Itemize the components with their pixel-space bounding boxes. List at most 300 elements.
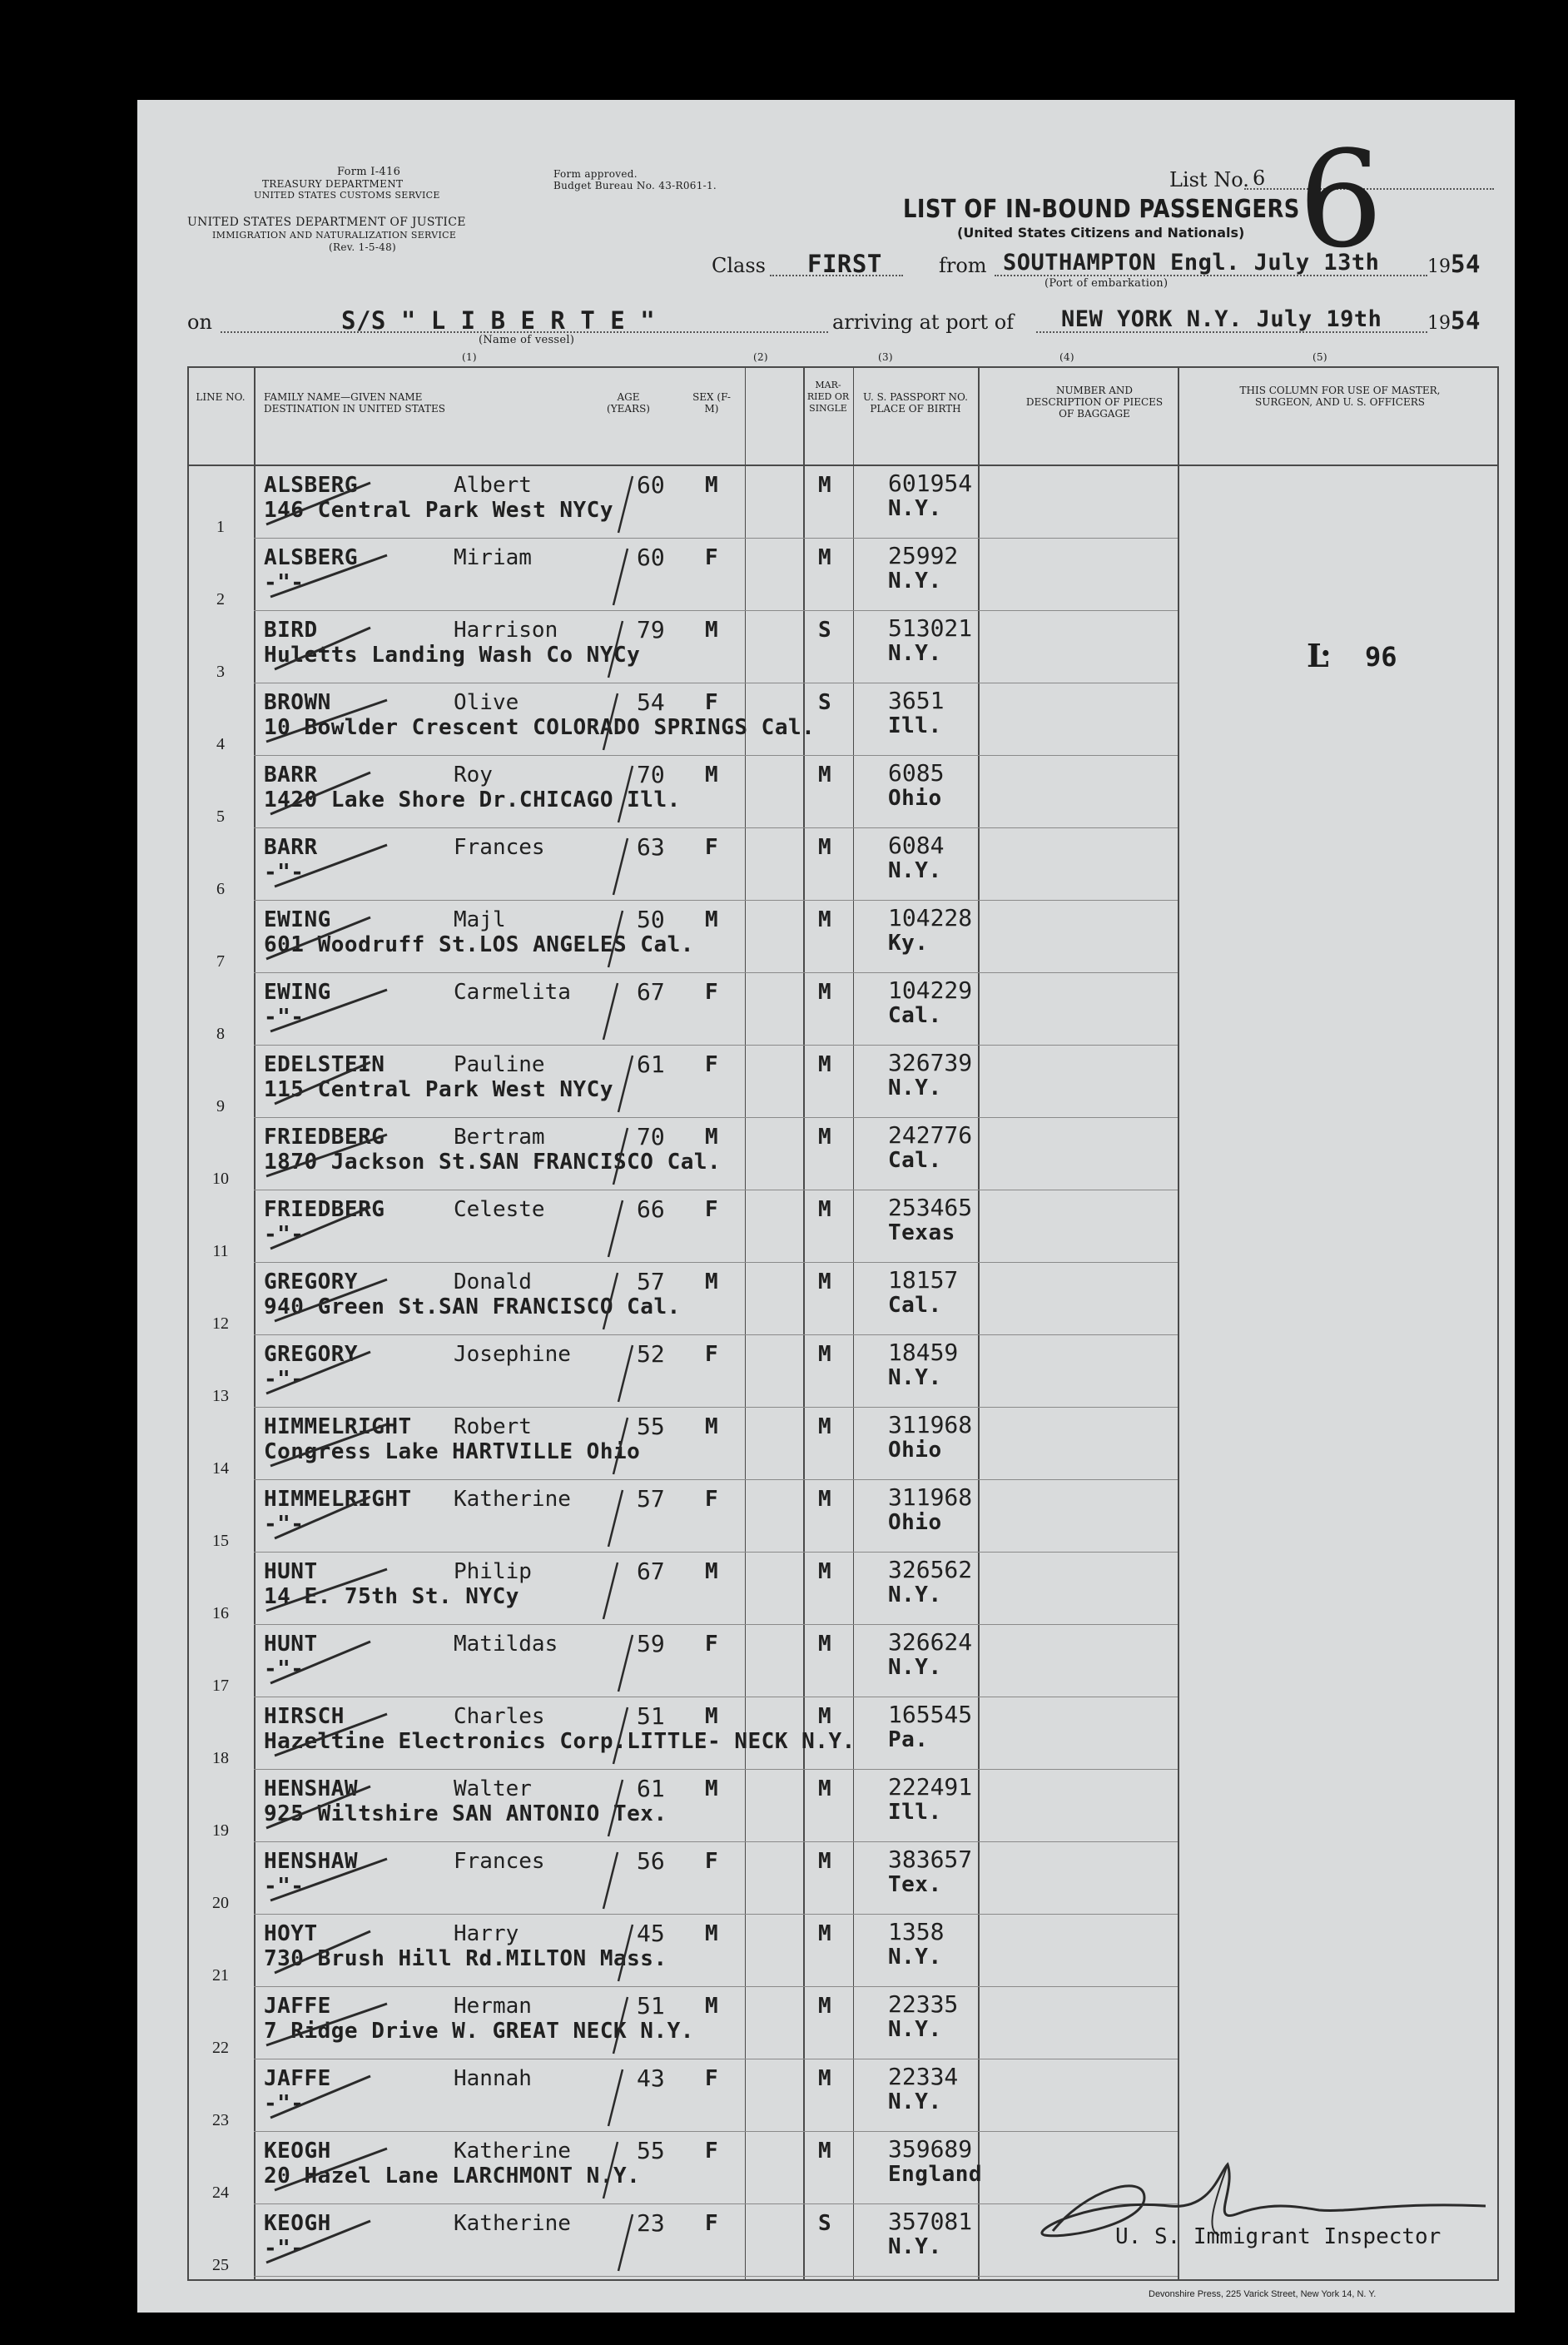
table-row [187, 1118, 1498, 1190]
passport-number: 222491 [888, 1773, 973, 1801]
age: 55 [637, 2137, 665, 2164]
line-number: 21 [212, 1966, 229, 1985]
arrival-year: 54 [1451, 306, 1481, 335]
passport-number: 6084 [888, 832, 945, 859]
family-name: GREGORY [264, 1269, 359, 1294]
marital-status: M [818, 1994, 832, 2019]
marital-status: M [818, 1632, 832, 1657]
line-number: 1 [216, 518, 225, 536]
birth-place: Ill. [888, 713, 942, 738]
marital-status: M [818, 1487, 832, 1512]
table-row [187, 466, 1498, 539]
sex: F [705, 1849, 719, 1874]
sex: F [705, 2066, 719, 2091]
family-name: GREGORY [264, 1342, 359, 1367]
line-number: 12 [212, 1314, 229, 1333]
given-name: Harry [454, 1921, 519, 1946]
birth-place: Texas [888, 1220, 955, 1245]
given-name: Olive [454, 690, 519, 715]
line-number: 8 [216, 1025, 225, 1043]
family-name: KEOGH [264, 2139, 331, 2164]
printer-imprint: Devonshire Press, 225 Varick Street, New York 14, N. Y. [1149, 2289, 1377, 2299]
budget-bureau: Budget Bureau No. 43-R061-1. [553, 180, 717, 191]
marital-status: M [818, 2066, 832, 2091]
age: 63 [637, 833, 665, 861]
given-name: Pauline [454, 1052, 545, 1077]
line-number: 3 [216, 663, 225, 681]
treasury-dept: TREASURY DEPARTMENT [262, 178, 404, 190]
col-ref-2: (2) [753, 351, 768, 363]
table-row [187, 1625, 1498, 1697]
header-officers: THIS COLUMN FOR USE OF MASTER, SURGEON, AND U. S. OFFICERS [1239, 385, 1441, 408]
given-name: Robert [454, 1414, 532, 1439]
sex: F [705, 1052, 719, 1077]
marital-status: S [818, 690, 832, 715]
line-number: 5 [216, 807, 225, 826]
family-name: BROWN [264, 690, 331, 715]
given-name: Katherine [454, 1487, 571, 1512]
sex: F [705, 1632, 719, 1657]
age: 60 [637, 544, 665, 571]
line-number: 16 [212, 1604, 229, 1622]
marital-status: M [818, 835, 832, 860]
line-number: 7 [216, 952, 225, 971]
age: 59 [637, 1630, 665, 1657]
birth-place: Ohio [888, 786, 942, 811]
destination: Huletts Landing Wash Co NYCy [264, 643, 641, 668]
marital-status: M [818, 1921, 832, 1946]
line-number: 14 [212, 1459, 229, 1478]
sex: M [705, 1994, 719, 2019]
family-name: HENSHAW [264, 1849, 359, 1874]
marital-status: M [818, 1125, 832, 1150]
age: 51 [637, 1702, 665, 1730]
marital-status: M [818, 1849, 832, 1874]
given-name: Hannah [454, 2066, 532, 2091]
passport-number: 326562 [888, 1556, 973, 1583]
arrival-value: NEW YORK N.Y. July 19th [1061, 306, 1382, 332]
header-passport: U. S. PASSPORT NO. PLACE OF BIRTH [863, 391, 968, 415]
given-name: Bertram [454, 1125, 545, 1150]
sex: M [705, 1125, 719, 1150]
given-name: Philip [454, 1559, 532, 1584]
table-row [187, 2059, 1498, 2132]
family-name: BARR [264, 835, 318, 860]
sex: M [705, 1921, 719, 1946]
family-name: JAFFE [264, 1994, 331, 2019]
given-name: Harrison [454, 618, 558, 643]
table-row [187, 1770, 1498, 1842]
birth-place: Cal. [888, 1293, 942, 1318]
vessel-caption: (Name of vessel) [479, 334, 575, 346]
age: 79 [637, 616, 665, 643]
table-row [187, 683, 1498, 756]
destination: 925 Wiltshire SAN ANTONIO Tex. [264, 1801, 667, 1826]
table-row [187, 973, 1498, 1046]
passport-number: 242776 [888, 1121, 973, 1149]
destination: 115 Central Park West NYCy [264, 1077, 613, 1102]
age: 67 [637, 978, 665, 1006]
passport-number: 25992 [888, 542, 959, 569]
sex: M [705, 763, 719, 787]
ins-service: IMMIGRATION AND NATURALIZATION SERVICE [212, 230, 457, 241]
list-number-handwritten: 6 [1298, 122, 1383, 277]
sex: F [705, 2139, 719, 2164]
punch-hole [87, 121, 131, 164]
birth-place: England [888, 2162, 983, 2187]
table-row [187, 1842, 1498, 1915]
form-number: Form I-416 [337, 166, 401, 178]
embarkation-caption: (Port of embarkation) [1045, 277, 1169, 290]
family-name: HENSHAW [264, 1776, 359, 1801]
sex: F [705, 690, 719, 715]
passenger-table [187, 366, 1498, 2281]
destination: 601 Woodruff St.LOS ANGELES Cal. [264, 932, 694, 957]
line-number: 2 [216, 590, 225, 609]
line-number: 20 [212, 1894, 229, 1912]
family-name: EWING [264, 980, 331, 1005]
given-name: Roy [454, 763, 493, 787]
destination: 10 Bowlder Crescent COLORADO SPRINGS Cal. [264, 715, 816, 740]
sex: M [705, 473, 719, 498]
line-number: 23 [212, 2111, 229, 2129]
given-name: Matildas [454, 1632, 558, 1657]
birth-place: N.Y. [888, 2017, 942, 2042]
family-name: HIMMELRIGHT [264, 1414, 412, 1439]
line-number: 22 [212, 2039, 229, 2057]
passport-number: 104228 [888, 904, 973, 932]
age: 67 [637, 1558, 665, 1585]
given-name: Miriam [454, 545, 532, 570]
marital-status: M [818, 1197, 832, 1222]
arriving-label: arriving at port of [832, 311, 1015, 334]
family-name: KEOGH [264, 2211, 331, 2236]
given-name: Carmelita [454, 980, 571, 1005]
birth-place: Cal. [888, 1003, 942, 1028]
header-sex: SEX (F-M) [692, 391, 731, 415]
line-number: 11 [212, 1242, 229, 1260]
marital-status: M [818, 907, 832, 932]
age: 45 [637, 1920, 665, 1947]
family-name: HOYT [264, 1921, 318, 1946]
sex: M [705, 1269, 719, 1294]
sex: M [705, 907, 719, 932]
birth-place: N.Y. [888, 641, 942, 666]
birth-place: Ill. [888, 1800, 942, 1825]
table-row [187, 1915, 1498, 1987]
sex: F [705, 980, 719, 1005]
age: 57 [637, 1268, 665, 1295]
given-name: Celeste [454, 1197, 545, 1222]
destination: -"- [264, 570, 305, 595]
marital-status: M [818, 763, 832, 787]
table-row [187, 828, 1498, 901]
passport-number: 383657 [888, 1846, 973, 1873]
line-number: 10 [212, 1170, 229, 1188]
manifest-sheet [137, 100, 1515, 2313]
destination: -"- [264, 1005, 305, 1030]
birth-place: N.Y. [888, 1076, 942, 1100]
marital-status: M [818, 1342, 832, 1367]
birth-place: N.Y. [888, 1945, 942, 1970]
line-number: 17 [212, 1677, 229, 1695]
marital-status: M [818, 1704, 832, 1729]
passport-number: 311968 [888, 1411, 973, 1438]
birth-place: N.Y. [888, 569, 942, 594]
sex: M [705, 1559, 719, 1584]
destination: -"- [264, 1222, 305, 1247]
age: 43 [637, 2064, 665, 2092]
line-number: 24 [212, 2184, 229, 2202]
passport-number: 1358 [888, 1918, 945, 1945]
passport-number: 104229 [888, 976, 973, 1004]
line-number: 9 [216, 1097, 225, 1115]
family-name: FRIEDBERG [264, 1197, 385, 1222]
sex: M [705, 1776, 719, 1801]
officer-mark: 96 [1365, 641, 1397, 673]
passport-number: 22335 [888, 1990, 959, 2018]
sex: F [705, 1342, 719, 1367]
line-number: 19 [212, 1821, 229, 1840]
marital-status: M [818, 545, 832, 570]
embarkation-year: 54 [1451, 250, 1481, 278]
family-name: JAFFE [264, 2066, 331, 2091]
birth-place: Ky. [888, 931, 929, 956]
line-number: 4 [216, 735, 225, 753]
col-ref-3: (3) [878, 351, 893, 363]
destination: Congress Lake HARTVILLE Ohio [264, 1439, 641, 1464]
marital-status: M [818, 1052, 832, 1077]
passport-number: 326739 [888, 1049, 973, 1076]
given-name: Josephine [454, 1342, 571, 1367]
passport-number: 253465 [888, 1194, 973, 1221]
table-row [187, 1335, 1498, 1408]
destination: -"- [264, 1657, 305, 1682]
list-label: List No. [1169, 168, 1249, 191]
given-name: Walter [454, 1776, 532, 1801]
age: 66 [637, 1195, 665, 1223]
destination: 14 E. 75th St. NYCy [264, 1584, 519, 1609]
punch-hole [87, 2198, 131, 2241]
page-subtitle: (United States Citizens and Nationals) [957, 225, 1245, 241]
table-row [187, 1697, 1498, 1770]
age: 70 [637, 1123, 665, 1150]
passport-number: 513021 [888, 614, 973, 642]
sex: F [705, 545, 719, 570]
marital-status: M [818, 2139, 832, 2164]
header-line-no: LINE NO. [196, 391, 246, 403]
line-number: 15 [212, 1532, 229, 1550]
birth-place: N.Y. [888, 2089, 942, 2114]
header-married: MAR-RIED OR SINGLE [806, 380, 850, 414]
destination: 7 Ridge Drive W. GREAT NECK N.Y. [264, 2019, 694, 2044]
given-name: Katherine [454, 2211, 571, 2236]
passport-number: 18157 [888, 1266, 959, 1294]
destination: -"- [264, 1874, 305, 1899]
embarkation-value: SOUTHAMPTON Engl. July 13th [1003, 250, 1380, 276]
age: 54 [637, 688, 665, 716]
given-name: Charles [454, 1704, 545, 1729]
line-number: 25 [212, 2256, 229, 2274]
col-ref-4: (4) [1059, 351, 1074, 363]
on-label: on [187, 311, 212, 334]
col-ref-1: (1) [462, 351, 477, 363]
family-name: HUNT [264, 1559, 318, 1584]
given-name: Herman [454, 1994, 532, 2019]
marital-status: M [818, 1414, 832, 1439]
given-name: Katherine [454, 2139, 571, 2164]
class-value: FIRST [807, 250, 882, 278]
punch-hole [87, 2069, 131, 2112]
form-approved: Form approved. [553, 168, 638, 180]
destination: 1420 Lake Shore Dr.CHICAGO Ill. [264, 787, 681, 812]
family-name: FRIEDBERG [264, 1125, 385, 1150]
sex: M [705, 618, 719, 643]
passport-number: 3651 [888, 687, 945, 714]
marital-status: M [818, 473, 832, 498]
family-name: EWING [264, 907, 331, 932]
justice-dept: UNITED STATES DEPARTMENT OF JUSTICE [187, 216, 466, 229]
birth-place: N.Y. [888, 1365, 942, 1390]
age: 50 [637, 906, 665, 933]
destination: -"- [264, 2091, 305, 2116]
birth-place: Cal. [888, 1148, 942, 1173]
table-row [187, 756, 1498, 828]
vessel-name: S/S " L I B E R T E " [341, 306, 656, 335]
marital-status: S [818, 618, 832, 643]
marital-status: M [818, 980, 832, 1005]
given-name: Albert [454, 473, 532, 498]
passport-number: 311968 [888, 1483, 973, 1511]
arrival-year-prefix: 19 [1427, 313, 1451, 334]
age: 51 [637, 1992, 665, 2020]
line-number: 6 [216, 880, 225, 898]
punch-hole [87, 1994, 131, 2037]
destination: 730 Brush Hill Rd.MILTON Mass. [264, 1946, 667, 1971]
line-number: 18 [212, 1749, 229, 1767]
family-name: BIRD [264, 618, 318, 643]
sex: M [705, 1704, 719, 1729]
family-name: HUNT [264, 1632, 318, 1657]
list-number-small: 6 [1253, 166, 1266, 190]
table-row [187, 1046, 1498, 1118]
marital-status: M [818, 1559, 832, 1584]
destination: 146 Central Park West NYCy [264, 498, 613, 523]
destination: -"- [264, 860, 305, 885]
table-row [187, 1987, 1498, 2059]
punch-hole [87, 1182, 131, 1225]
given-name: Donald [454, 1269, 532, 1294]
given-name: Majl [454, 907, 506, 932]
passport-number: 22334 [888, 2063, 959, 2090]
destination: 20 Hazel Lane LARCHMONT N.Y. [264, 2164, 641, 2189]
destination: 940 Green St.SAN FRANCISCO Cal. [264, 1294, 681, 1319]
customs-service: UNITED STATES CUSTOMS SERVICE [254, 190, 440, 201]
table-row [187, 901, 1498, 973]
header-baggage: NUMBER AND DESCRIPTION OF PIECES OF BAGGAGE [1025, 385, 1164, 420]
passport-number: 165545 [888, 1701, 973, 1728]
age: 52 [637, 1340, 665, 1368]
birth-place: Ohio [888, 1510, 942, 1535]
sex: F [705, 1197, 719, 1222]
passport-number: 326624 [888, 1628, 973, 1656]
header-name: FAMILY NAME—GIVEN NAME DESTINATION IN UNITED STATES [264, 391, 445, 415]
col-ref-5: (5) [1312, 351, 1327, 363]
age: 70 [637, 761, 665, 788]
age: 61 [637, 1051, 665, 1078]
revision: (Rev. 1-5-48) [329, 241, 397, 253]
age: 61 [637, 1775, 665, 1802]
sex: F [705, 1487, 719, 1512]
table-row [187, 611, 1498, 683]
class-label: Class [712, 254, 766, 277]
passport-number: 359689 [888, 2135, 973, 2163]
table-row [187, 1190, 1498, 1263]
table-row [187, 1408, 1498, 1480]
age: 60 [637, 471, 665, 499]
age: 57 [637, 1485, 665, 1513]
destination: Hazeltine Electronics Corp.LITTLE- NECK N.Y. [264, 1729, 856, 1754]
marital-status: M [818, 1776, 832, 1801]
family-name: HIMMELRIGHT [264, 1487, 412, 1512]
given-name: Frances [454, 1849, 545, 1874]
officer-mark-glyph: Ŀ [1307, 637, 1329, 674]
destination: -"- [264, 1367, 305, 1392]
destination: -"- [264, 2236, 305, 2261]
passport-number: 601954 [888, 469, 973, 497]
from-label: from [939, 254, 987, 277]
birth-place: N.Y. [888, 1582, 942, 1607]
family-name: EDELSTEIN [264, 1052, 385, 1077]
header-age: AGE (YEARS) [607, 391, 650, 415]
sex: F [705, 2211, 719, 2236]
given-name: Frances [454, 835, 545, 860]
birth-place: Ohio [888, 1438, 942, 1463]
family-name: ALSBERG [264, 545, 359, 570]
birth-place: N.Y. [888, 2234, 942, 2259]
page-title: LIST OF IN-BOUND PASSENGERS [903, 195, 1300, 224]
family-name: ALSBERG [264, 473, 359, 498]
age: 55 [637, 1413, 665, 1440]
marital-status: S [818, 2211, 832, 2236]
punch-hole [87, 254, 131, 297]
age: 23 [637, 2209, 665, 2237]
marital-status: M [818, 1269, 832, 1294]
table-row [187, 1263, 1498, 1335]
sex: M [705, 1414, 719, 1439]
age: 56 [637, 1847, 665, 1875]
sex: F [705, 835, 719, 860]
embarkation-year-prefix: 19 [1427, 256, 1451, 277]
family-name: HIRSCH [264, 1704, 345, 1729]
birth-place: Tex. [888, 1872, 942, 1897]
punch-hole [87, 312, 131, 355]
inspector-label: U. S. Immigrant Inspector [1115, 2224, 1441, 2249]
table-row [187, 1480, 1498, 1553]
birth-place: N.Y. [888, 496, 942, 521]
line-number: 13 [212, 1387, 229, 1405]
passport-number: 6085 [888, 759, 945, 787]
destination: -"- [264, 1512, 305, 1537]
birth-place: N.Y. [888, 858, 942, 883]
destination: 1870 Jackson St.SAN FRANCISCO Cal. [264, 1150, 722, 1175]
table-row [187, 1553, 1498, 1625]
passport-number: 18459 [888, 1339, 959, 1366]
passport-number: 357081 [888, 2208, 973, 2235]
birth-place: Pa. [888, 1727, 929, 1752]
birth-place: N.Y. [888, 1655, 942, 1680]
family-name: BARR [264, 763, 318, 787]
